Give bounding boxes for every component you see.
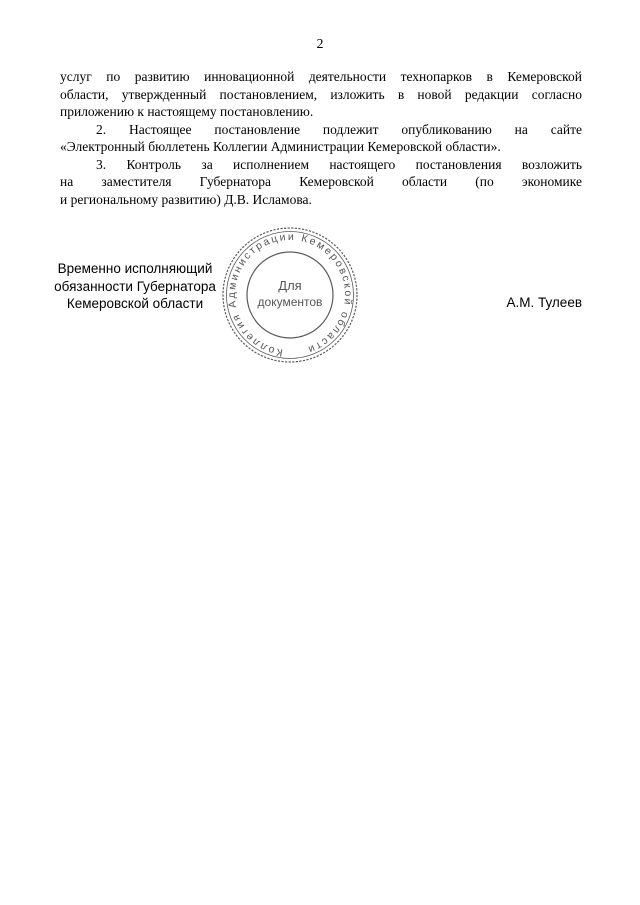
document-body bbox=[60, 68, 582, 208]
official-seal bbox=[220, 225, 360, 365]
paragraph-3-line-2: на заместителя Губернатора Кемеровской области (по экономике bbox=[60, 174, 582, 189]
page-number: 2 bbox=[316, 37, 324, 52]
paragraph-2-line-1: 2. Настоящее постановление подлежит опубликованию на сайте bbox=[96, 121, 582, 137]
paragraph-1-line-1: услуг по развитию инновационной деятельности технопарков в Кемеровской bbox=[60, 69, 582, 84]
paragraph-3-line-3: и региональному развитию) Д.В. Исламова. bbox=[60, 191, 312, 207]
seal-center-line-2: документов bbox=[257, 295, 323, 309]
paragraph-1-line-3: приложению к настоящему постановлению. bbox=[60, 104, 314, 119]
paragraph-3-line-1: 3. Контроль за исполнением настоящего постановления возложить bbox=[96, 156, 582, 172]
signatory-title-line-3: Кемеровской области bbox=[66, 296, 204, 311]
seal-center-line-1: Для bbox=[278, 278, 302, 293]
signatory-title bbox=[50, 260, 220, 313]
signatory-title-line-2: обязанности Губернатора bbox=[54, 278, 216, 294]
signer-name: А.М. Тулеев bbox=[506, 295, 582, 310]
seal-ring-textpath: Коллегия Администрации Кемеровской области bbox=[225, 230, 355, 359]
paragraph-1-line-2: области, утвержденный постановлением, изложить в новой редакции согласно bbox=[60, 86, 582, 102]
signatory-title-line-1: Временно исполняющий bbox=[57, 261, 213, 276]
paragraph-2-line-2: «Электронный бюллетень Коллегии Администрации Кемеровской области». bbox=[60, 139, 501, 154]
